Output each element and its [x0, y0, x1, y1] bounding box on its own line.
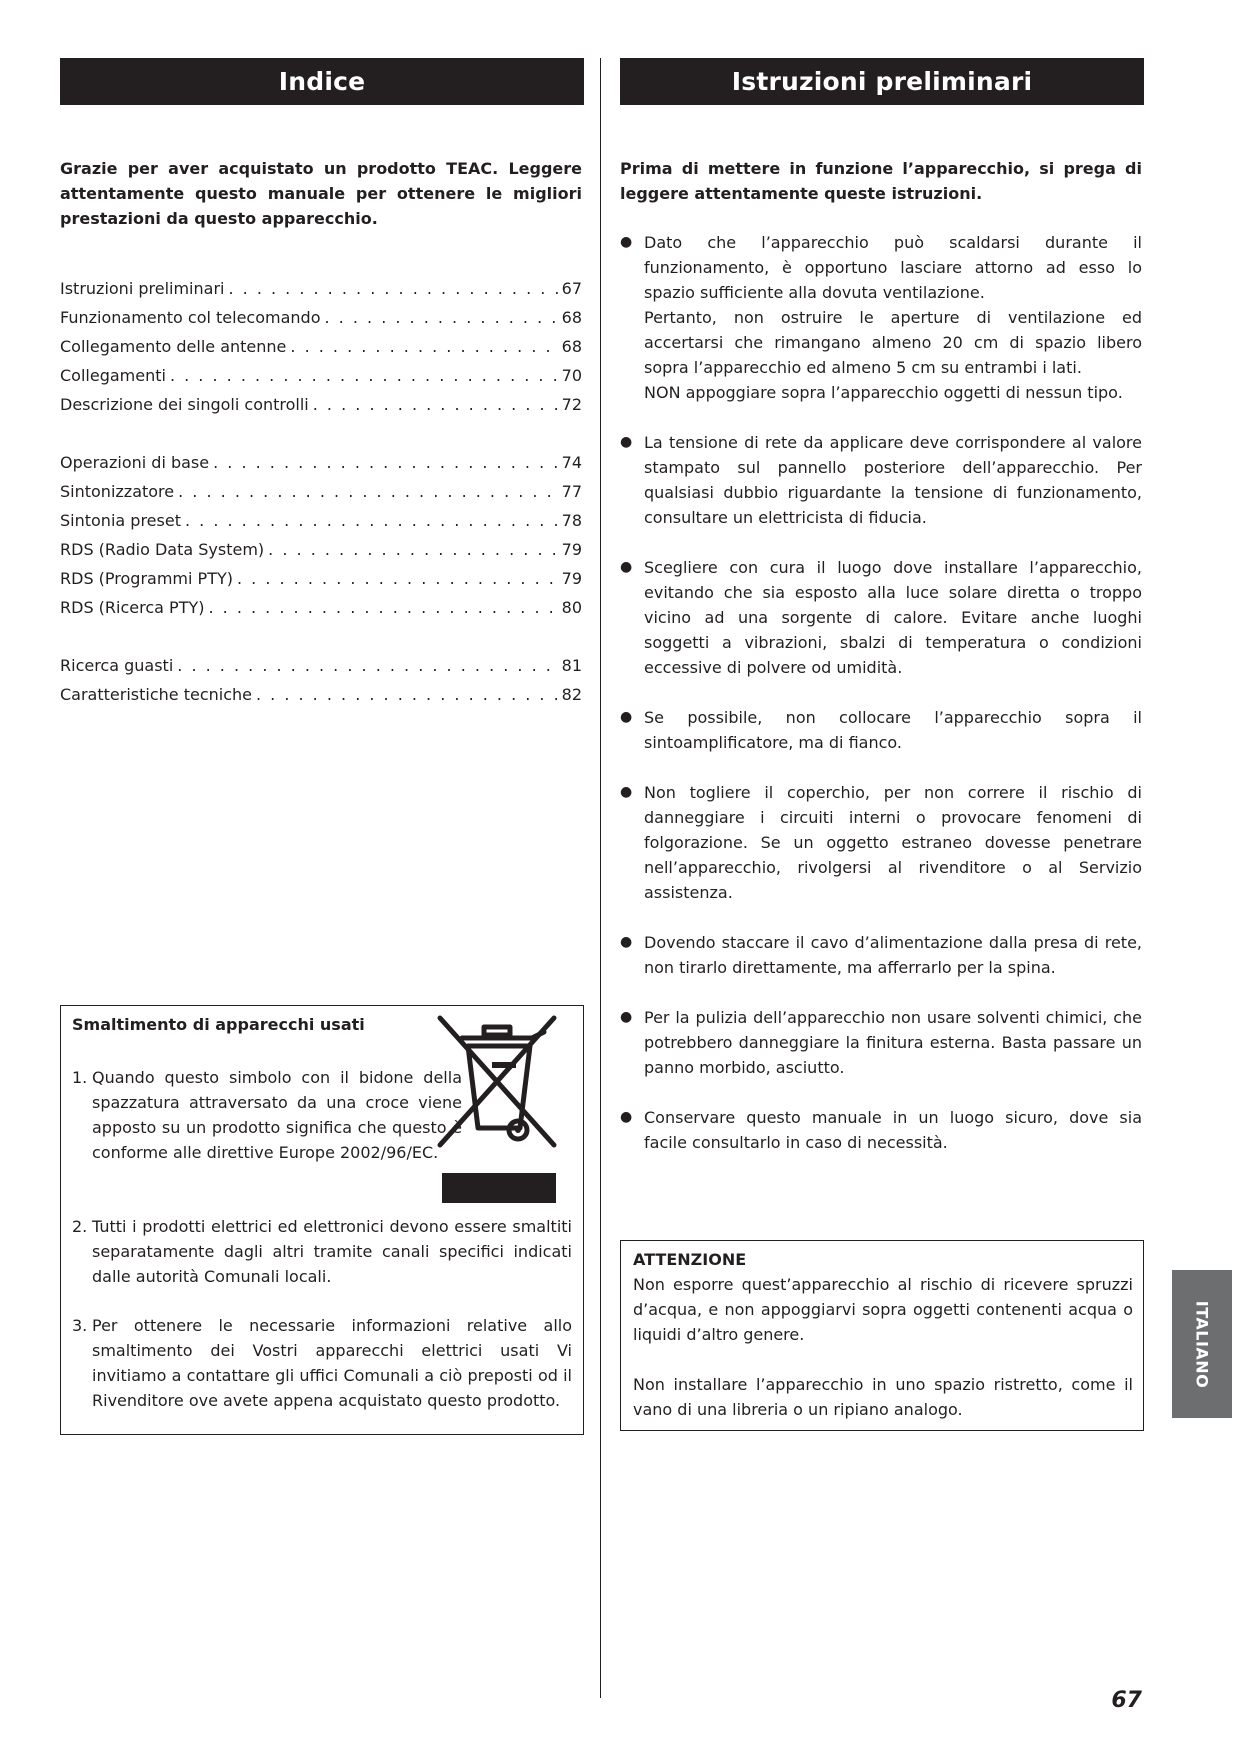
toc-entry-page: 70 — [561, 366, 582, 385]
toc-entry — [60, 308, 582, 337]
toc-entry-page: 80 — [561, 598, 582, 617]
index-heading: Indice — [60, 58, 584, 105]
toc-entry — [60, 279, 582, 308]
instruction-item — [620, 555, 1142, 680]
bullet-icon: ● — [620, 434, 633, 450]
toc-leader-dots — [237, 569, 558, 588]
toc-entry-label: Sintonizzatore — [60, 482, 175, 501]
toc-entry — [60, 569, 582, 598]
instruction-paragraph: Per la pulizia dell’apparecchio non usare solventi chimici, che potrebbero danneggiare la finitura esterna. Basta passare un panno morbido, asciutto. — [644, 1008, 1142, 1077]
disposal-item-text: Tutti i prodotti elettrici ed elettronici devono essere smaltiti separatamente dagli altri tramite canali specifici indicati dalle autorità Comunali locali. — [92, 1217, 572, 1286]
instruction-paragraph: Pertanto, non ostruire le aperture di ventilazione ed accertarsi che rimangano almeno 20 cm di spazio libero sopra l’apparecchio ed almeno 5 cm su entrambi i lati. — [644, 308, 1142, 377]
disposal-item-text: Per ottenere le necessarie informazioni relative allo smaltimento dei Vostri apparecchi elettrici usati Vi invitiamo a contattare gli uffici Comunali a ciò preposti od il Rivenditore ove avete appena acquistato questo prodotto. — [92, 1316, 572, 1410]
toc-entry — [60, 656, 582, 685]
toc-entry — [60, 395, 582, 424]
toc-entry — [60, 511, 582, 540]
bullet-icon: ● — [620, 234, 633, 250]
instruction-paragraph: NON appoggiare sopra l’apparecchio oggetti di nessun tipo. — [644, 383, 1123, 402]
disposal-item-number: 3. — [72, 1316, 88, 1335]
toc-leader-dots — [290, 337, 557, 356]
index-intro: Grazie per aver acquistato un prodotto TEAC. Leggere attentamente questo manuale per ottenere le migliori prestazioni da questo apparecchio. — [60, 159, 582, 228]
toc-entry — [60, 366, 582, 395]
preliminary-instructions-heading: Istruzioni preliminari — [620, 58, 1144, 105]
instruction-item — [620, 430, 1142, 530]
instruction-paragraph: Scegliere con cura il luogo dove installare l’apparecchio, evitando che sia esposto alla luce solare diretta o troppo vicino ad una sorgente di calore. Evitare anche luoghi soggetti a vibrazioni, sbalzi di temperatura o condizioni eccessive di polvere od umidità. — [644, 558, 1142, 677]
toc-entry-page: 82 — [561, 685, 582, 704]
bullet-icon: ● — [620, 934, 633, 950]
toc-entry — [60, 540, 582, 569]
toc-entry-label: RDS (Ricerca PTY) — [60, 598, 205, 617]
caution-title: ATTENZIONE — [633, 1250, 747, 1269]
instruction-item — [620, 705, 1142, 755]
caution-box — [620, 1240, 1144, 1431]
toc-entry-page: 77 — [561, 482, 582, 501]
toc-entry — [60, 598, 582, 627]
toc-entry — [60, 453, 582, 482]
toc-leader-dots — [185, 511, 558, 530]
disposal-item — [72, 1065, 462, 1165]
instruction-list — [620, 230, 1142, 1180]
bullet-icon: ● — [620, 1009, 633, 1025]
toc-leader-dots — [268, 540, 557, 559]
toc-leader-dots — [178, 482, 558, 501]
toc-leader-dots — [325, 308, 558, 327]
toc-entry-label: Istruzioni preliminari — [60, 279, 225, 298]
disposal-item-number: 2. — [72, 1217, 88, 1236]
toc-entry-page: 68 — [561, 308, 582, 327]
bullet-icon: ● — [620, 559, 633, 575]
toc-leader-dots — [208, 598, 557, 617]
preliminary-intro: Prima di mettere in funzione l’apparecchio, si prega di leggere attentamente queste istruzioni. — [620, 159, 1142, 203]
toc-group — [60, 656, 582, 714]
toc-entry-page: 67 — [561, 279, 582, 298]
disposal-item — [72, 1313, 572, 1413]
language-tab-label: ITALIANO — [1192, 1300, 1212, 1388]
crossed-out-wheelie-bin-icon — [432, 1010, 564, 1155]
toc-entry-label: Operazioni di base — [60, 453, 210, 472]
toc-entry-page: 79 — [561, 540, 582, 559]
toc-entry — [60, 337, 582, 366]
toc-entry-page: 81 — [561, 656, 582, 675]
toc-entry-label: RDS (Programmi PTY) — [60, 569, 233, 588]
toc-group — [60, 453, 582, 627]
instruction-paragraph: Se possibile, non collocare l’apparecchio sopra il sintoamplificatore, ma di fianco. — [644, 708, 1142, 752]
disposal-title: Smaltimento di apparecchi usati — [72, 1015, 365, 1034]
toc-leader-dots — [313, 395, 558, 414]
disposal-item-number: 1. — [72, 1068, 88, 1087]
toc-entry-label: Descrizione dei singoli controlli — [60, 395, 309, 414]
toc-entry-page: 79 — [561, 569, 582, 588]
bullet-icon: ● — [620, 784, 633, 800]
toc-leader-dots — [213, 453, 558, 472]
toc-entry — [60, 685, 582, 714]
toc-leader-dots — [177, 656, 557, 675]
toc-leader-dots — [228, 279, 557, 298]
instruction-paragraph: Dovendo staccare il cavo d’alimentazione dalla presa di rete, non tirarlo direttamente, ma afferrarlo per la spina. — [644, 933, 1142, 977]
instruction-paragraph: Non togliere il coperchio, per non correre il rischio di danneggiare i circuiti interni o provocare fenomeni di folgorazione. Se un oggetto estraneo dovesse penetrare nell’apparecchio, rivolgersi al rivenditore o al Servizio assistenza. — [644, 783, 1142, 902]
instruction-text — [644, 1005, 1142, 1080]
toc-entry-label: Collegamenti — [60, 366, 166, 385]
toc-entry-label: RDS (Radio Data System) — [60, 540, 265, 559]
instruction-item — [620, 1105, 1142, 1155]
instruction-paragraph: La tensione di rete da applicare deve corrispondere al valore stampato sul pannello posteriore dell’apparecchio. Per qualsiasi dubbio riguardante la tensione di funzionamento, consultare un elettricista di fiducia. — [644, 433, 1142, 527]
instruction-text — [644, 930, 1142, 980]
instruction-text — [644, 780, 1142, 905]
table-of-contents — [60, 279, 582, 743]
instruction-text — [644, 705, 1142, 755]
toc-entry-label: Ricerca guasti — [60, 656, 174, 675]
toc-entry-label: Sintonia preset — [60, 511, 181, 530]
weee-bar — [442, 1173, 556, 1203]
instruction-text — [644, 230, 1142, 405]
language-tab — [1172, 1270, 1232, 1418]
instruction-paragraph: Dato che l’apparecchio può scaldarsi durante il funzionamento, è opportuno lasciare attorno ad esso lo spazio sufficiente alla dovuta ventilazione. — [644, 233, 1142, 302]
toc-entry-label: Funzionamento col telecomando — [60, 308, 321, 327]
toc-entry-label: Collegamento delle antenne — [60, 337, 287, 356]
toc-leader-dots — [256, 685, 558, 704]
toc-group — [60, 279, 582, 424]
instruction-item — [620, 1005, 1142, 1080]
toc-entry-page: 74 — [561, 453, 582, 472]
instruction-item — [620, 780, 1142, 905]
toc-leader-dots — [170, 366, 558, 385]
instruction-text — [644, 1105, 1142, 1155]
caution-paragraph: Non installare l’apparecchio in uno spazio ristretto, come il vano di una libreria o un ripiano analogo. — [633, 1375, 1133, 1419]
toc-entry-page: 78 — [561, 511, 582, 530]
disposal-item — [72, 1214, 572, 1289]
toc-entry — [60, 482, 582, 511]
instruction-paragraph: Conservare questo manuale in un luogo sicuro, dove sia facile consultarlo in caso di necessità. — [644, 1108, 1142, 1152]
bullet-icon: ● — [620, 709, 633, 725]
instruction-item — [620, 930, 1142, 980]
instruction-text — [644, 555, 1142, 680]
toc-entry-page: 72 — [561, 395, 582, 414]
toc-entry-page: 68 — [561, 337, 582, 356]
caution-paragraph: Non esporre quest’apparecchio al rischio di ricevere spruzzi d’acqua, e non appoggiarvi sopra oggetti contenenti acqua o liquidi d’altro genere. — [633, 1275, 1133, 1344]
page-number: 67 — [1111, 1688, 1142, 1713]
instruction-item — [620, 230, 1142, 405]
toc-entry-label: Caratteristiche tecniche — [60, 685, 252, 704]
bullet-icon: ● — [620, 1109, 633, 1125]
column-divider — [600, 58, 601, 1698]
instruction-text — [644, 430, 1142, 530]
disposal-item-text: Quando questo simbolo con il bidone della spazzatura attraversato da una croce viene apposto su un prodotto significa che questo è conforme alle direttive Europe 2002/96/EC. — [92, 1068, 462, 1162]
